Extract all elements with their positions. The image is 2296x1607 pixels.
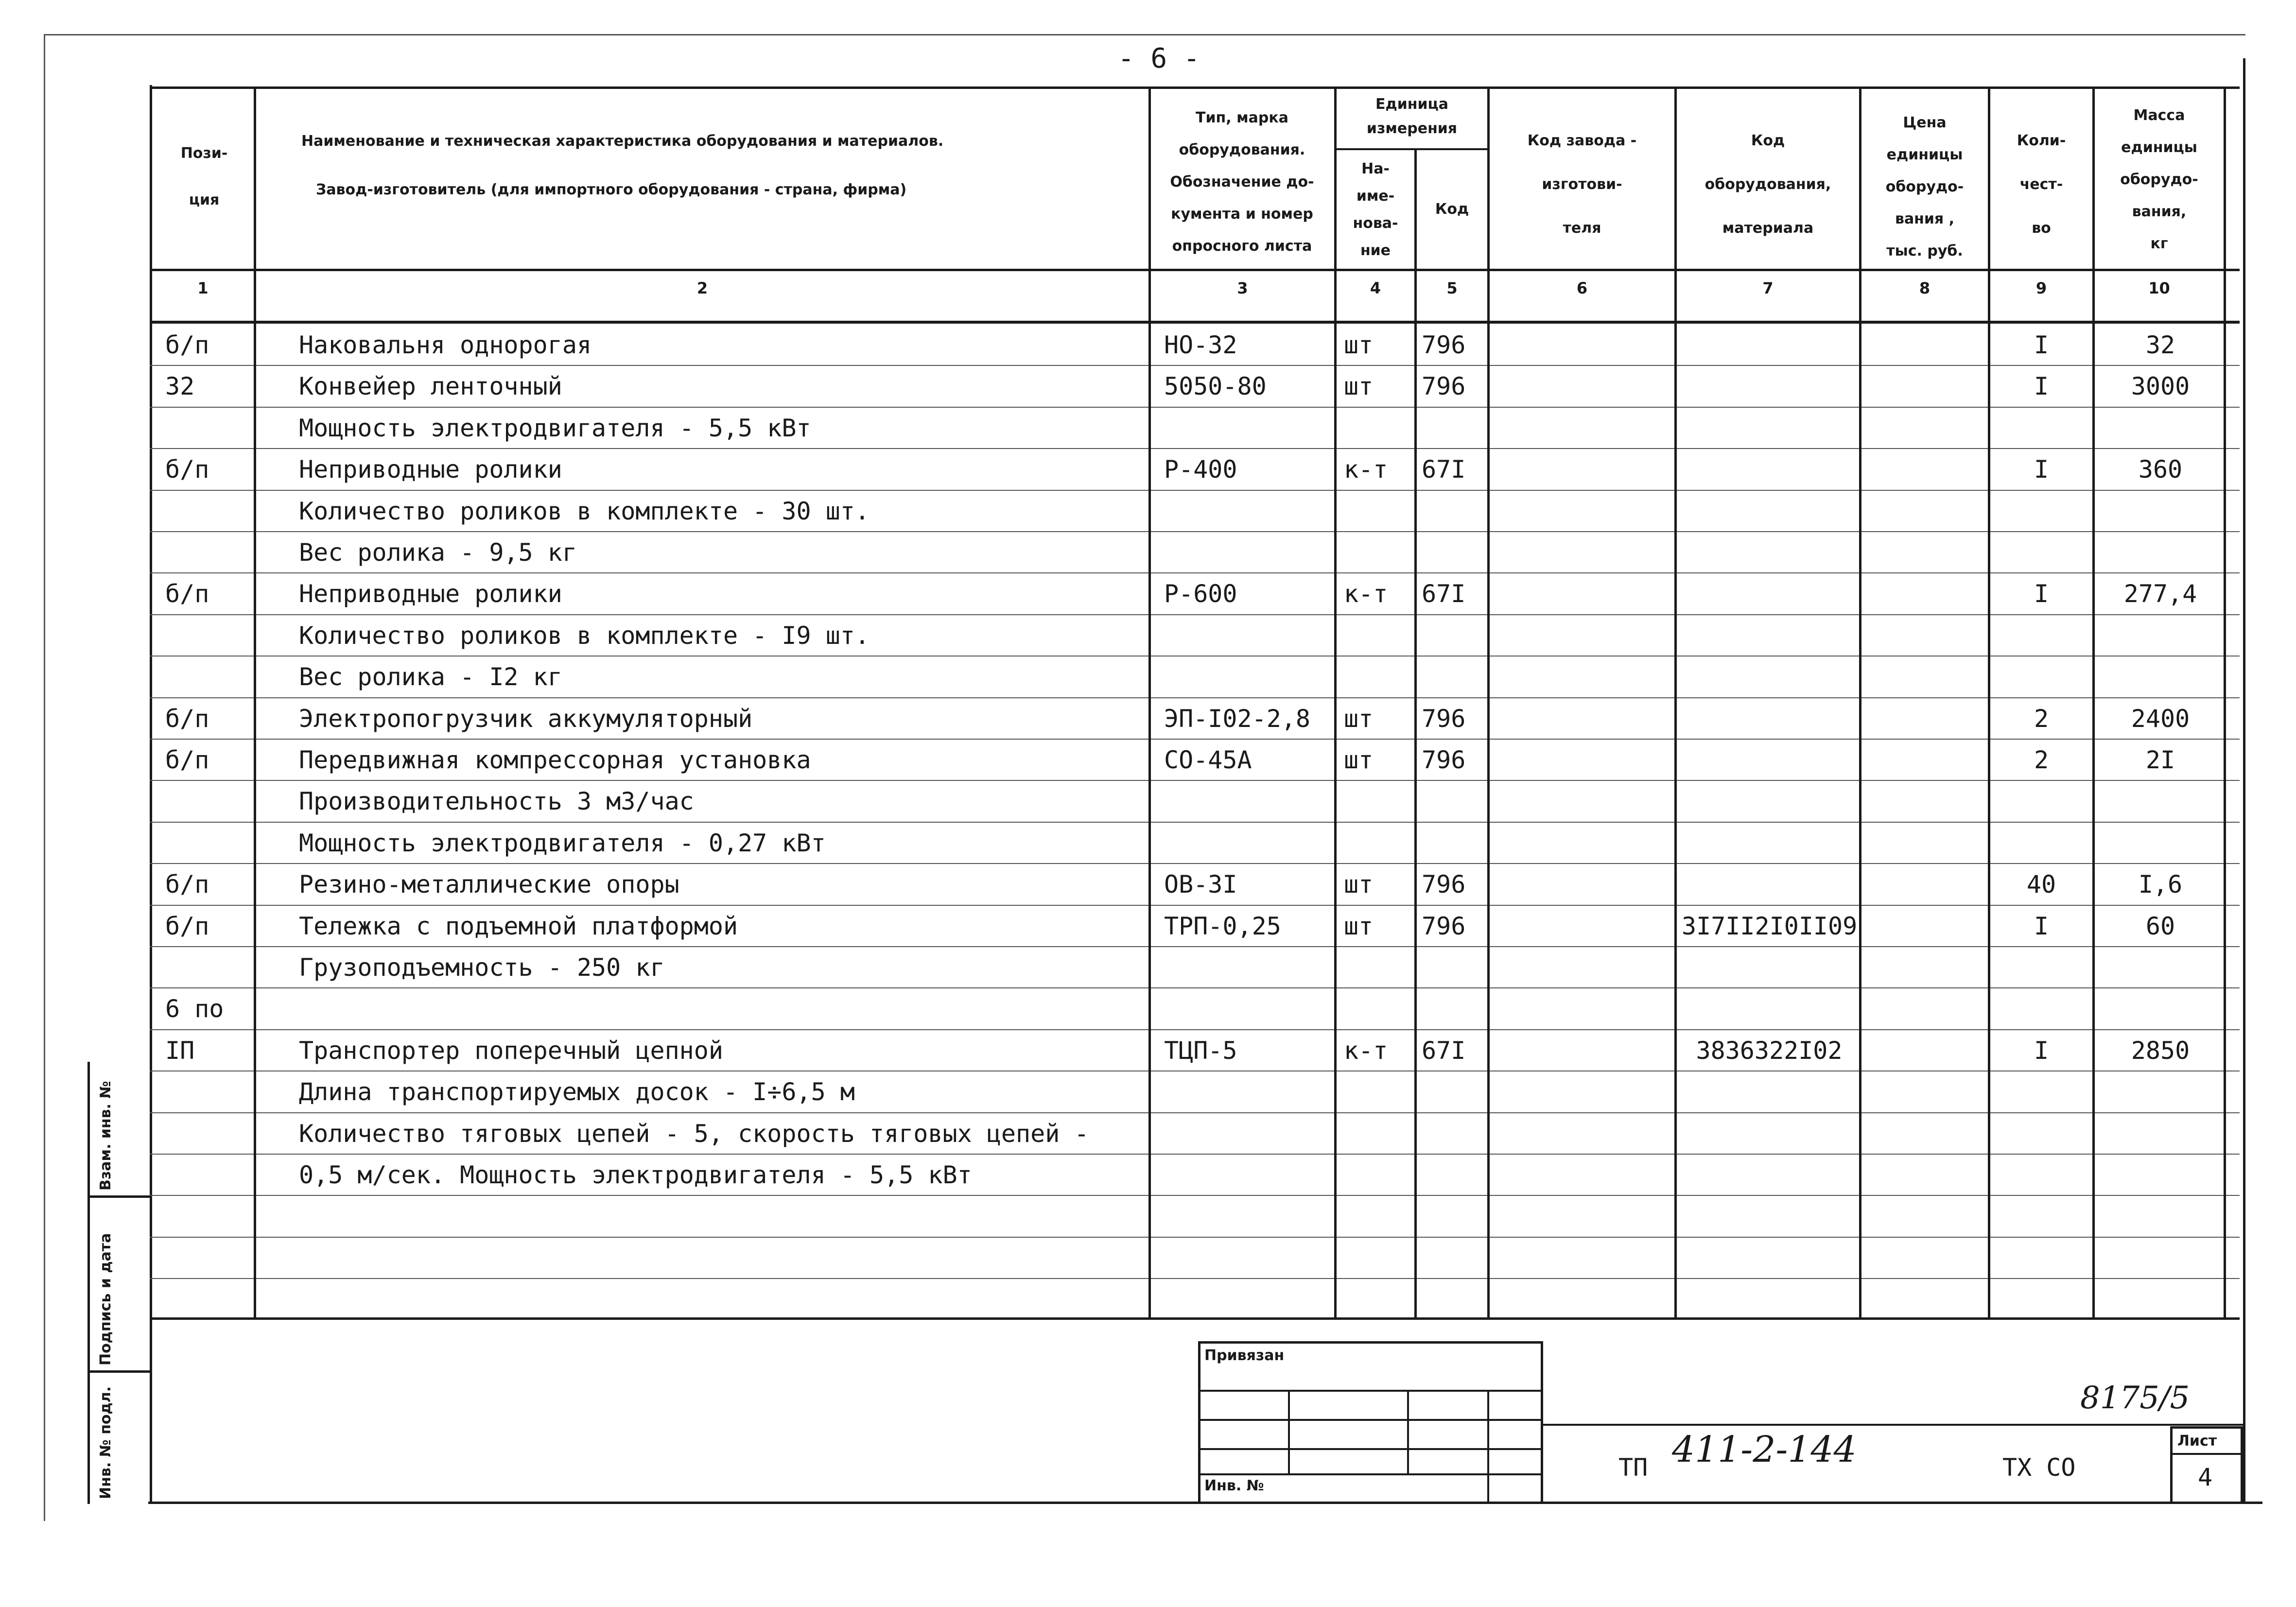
cell-pos: б/п (165, 870, 209, 899)
cell-unit: шт (1344, 331, 1374, 359)
cell-name: Вес ролика - I2 кг (299, 663, 562, 691)
cell-name: Передвижная компрессорная установка (299, 746, 811, 774)
header-position: Пози- ция (180, 145, 228, 208)
row-divider (150, 490, 2240, 491)
cell-type: ТЦП-5 (1164, 1036, 1237, 1065)
title-row-line (1543, 1424, 2243, 1426)
table-top-line (150, 86, 2240, 89)
cell-pos: б/п (165, 331, 209, 359)
row-divider (150, 697, 2240, 698)
colnum-7: 7 (1762, 279, 1774, 297)
cell-code: 796 (1422, 704, 1466, 733)
header-bottom-line (150, 269, 2240, 271)
cell-name: Электропогрузчик аккумуляторный (299, 704, 753, 733)
header-mfr-code: Код завода - изготови- теля (1527, 132, 1637, 237)
cell-mass: 60 (2145, 912, 2175, 940)
col-divider-10 (2224, 86, 2226, 1320)
header-equip-code: Код оборудования, материала (1705, 132, 1831, 237)
cell-type: ТРП-0,25 (1164, 912, 1281, 940)
cell-pos: 6 по (165, 995, 224, 1023)
cell-qty: I (2034, 372, 2049, 401)
frame-top-line (44, 34, 2245, 35)
cell-type: Р-600 (1164, 580, 1237, 608)
row-divider (150, 1112, 2240, 1113)
stamp-line-4 (1198, 1473, 1543, 1475)
row-divider (150, 448, 2240, 449)
cell-pos: б/п (165, 580, 209, 608)
cell-qty: 2 (2034, 704, 2049, 733)
cell-qty: I (2034, 912, 2049, 940)
colnum-4: 4 (1370, 279, 1381, 297)
cell-unit: шт (1344, 372, 1374, 401)
cell-name: Мощность электродвигателя - 0,27 кВт (299, 829, 826, 857)
cell-code: 67I (1422, 1036, 1466, 1065)
row-divider (150, 863, 2240, 864)
cell-name: Грузоподъемность - 250 кг (299, 953, 665, 982)
colnum-2: 2 (696, 279, 708, 297)
sheet-number: 4 (2198, 1463, 2213, 1491)
colnum-5: 5 (1446, 279, 1458, 297)
row-divider (150, 1029, 2240, 1030)
colnum-bottom-line (150, 321, 2240, 324)
cell-unit: к-т (1344, 580, 1388, 608)
unit-group-divider (1334, 148, 1487, 150)
col-divider-8 (1988, 86, 1990, 1320)
row-divider (150, 572, 2240, 573)
header-unit-code: Код (1435, 201, 1469, 218)
cell-unit: шт (1344, 912, 1374, 940)
sheet-number-divider (2170, 1453, 2243, 1455)
cell-name: Производительность 3 м3/час (299, 787, 694, 816)
stamp-line-2 (1198, 1419, 1543, 1421)
cell-qty: 40 (2026, 870, 2056, 899)
cell-name: Неприводные ролики (299, 455, 562, 484)
stamp-vline-2 (1407, 1390, 1409, 1475)
colnum-9: 9 (2035, 279, 2047, 297)
frame-left-line (150, 85, 152, 1504)
row-divider (150, 407, 2240, 408)
row-divider (150, 946, 2240, 947)
cell-code: 67I (1422, 455, 1466, 484)
cell-name: Резино-металлические опоры (299, 870, 679, 899)
side-label-signature-date: Подпись и дата (97, 1233, 114, 1365)
stamp-inv-label: Инв. № (1204, 1477, 1264, 1494)
frame-outer-left-line (44, 34, 45, 1521)
sheet-label: Лист (2177, 1433, 2217, 1450)
side-strip-right-line (87, 1062, 90, 1504)
cell-pos: IП (165, 1036, 195, 1065)
row-divider (150, 1237, 2240, 1238)
cell-mass: 2850 (2131, 1036, 2190, 1065)
cell-unit: шт (1344, 746, 1374, 774)
cell-mass: 32 (2145, 331, 2175, 359)
col-divider-2 (1148, 86, 1151, 1320)
cell-mass: 360 (2138, 455, 2183, 484)
frame-right-line (2243, 58, 2245, 1504)
cell-mass: 3000 (2131, 372, 2190, 401)
cell-name: Тележка с подъемной платформой (299, 912, 738, 940)
header-name-line1: Наименование и техническая характеристика оборудования и материалов. (301, 133, 944, 150)
col-divider-4 (1414, 148, 1417, 1320)
doc-suffix: ТХ СО (2002, 1453, 2076, 1482)
header-type: Тип, марка оборудования. Обозначение до- кумента и номер опросного листа (1170, 109, 1314, 255)
cell-code: 796 (1422, 870, 1466, 899)
page-number: - 6 - (1118, 43, 1200, 74)
stamp-vline-3 (1487, 1390, 1489, 1504)
cell-name: Транспортер поперечный цепной (299, 1036, 723, 1065)
row-divider (150, 1195, 2240, 1196)
header-mass: Масса единицы оборудо- вания, кг (2120, 107, 2198, 252)
cell-code: 796 (1422, 331, 1466, 359)
cell-code: 796 (1422, 746, 1466, 774)
cell-type: СО-45А (1164, 746, 1252, 774)
row-divider (150, 1154, 2240, 1155)
col-divider-5 (1487, 86, 1490, 1320)
cell-pos: б/п (165, 455, 209, 484)
colnum-3: 3 (1237, 279, 1248, 297)
cell-name: Количество роликов в комплекте - 30 шт. (299, 497, 870, 525)
colnum-1: 1 (197, 279, 209, 297)
cell-unit: шт (1344, 870, 1374, 899)
header-unit-name: На- име- нова- ние (1353, 160, 1398, 259)
cell-name: Количество тяговых цепей - 5, скорость тяговых цепей - (299, 1119, 1089, 1148)
cell-code: 796 (1422, 912, 1466, 940)
row-divider (150, 614, 2240, 615)
stamp-attached-label: Привязан (1204, 1347, 1285, 1364)
header-name-line2: Завод-изготовитель (для импортного оборудования - страна, фирма) (316, 181, 907, 198)
colnum-10: 10 (2148, 279, 2170, 297)
cell-name: Длина транспортируемых досок - I÷6,5 м (299, 1078, 855, 1106)
cell-qty: I (2034, 455, 2049, 484)
cell-pos: 32 (165, 372, 195, 401)
cell-name: Количество роликов в комплекте - I9 шт. (299, 621, 870, 650)
cell-unit: к-т (1344, 455, 1388, 484)
cell-pos: б/п (165, 704, 209, 733)
table-bottom-line (150, 1317, 2240, 1320)
col-divider-9 (2092, 86, 2095, 1320)
cell-mass: I,6 (2138, 870, 2183, 899)
row-divider (150, 822, 2240, 823)
stamp-line-1 (1198, 1390, 1543, 1392)
cell-type: Р-400 (1164, 455, 1237, 484)
cell-mass: 2400 (2131, 704, 2190, 733)
row-divider (150, 739, 2240, 740)
cell-code: 67I (1422, 580, 1466, 608)
archive-number: 8175/5 (2080, 1380, 2190, 1416)
col-divider-6 (1674, 86, 1677, 1320)
cell-name: Неприводные ролики (299, 580, 562, 608)
cell-type: ОВ-3I (1164, 870, 1237, 899)
cell-equip: 3836322I02 (1696, 1036, 1843, 1065)
row-divider (150, 365, 2240, 366)
cell-equip: 3I7II2I0II09 (1682, 912, 1858, 940)
col-divider-3 (1334, 86, 1337, 1320)
doc-number: 411-2-144 (1672, 1429, 1857, 1470)
side-label-inv-podl: Инв. № подл. (97, 1386, 114, 1499)
cell-type: 5050-80 (1164, 372, 1267, 401)
header-price: Цена единицы оборудо- вания , тыс. руб. (1885, 114, 1964, 259)
header-unit-group: Единица измерения (1366, 96, 1458, 137)
colnum-8: 8 (1919, 279, 1931, 297)
doc-prefix: ТП (1618, 1453, 1648, 1482)
cell-mass: 277,4 (2123, 580, 2197, 608)
cell-qty: I (2034, 1036, 2049, 1065)
cell-name: Мощность электродвигателя - 5,5 кВт (299, 414, 811, 442)
cell-unit: к-т (1344, 1036, 1388, 1065)
row-divider (150, 780, 2240, 781)
cell-name: Наковальня однорогая (299, 331, 592, 359)
stamp-vline-1 (1288, 1390, 1290, 1475)
cell-pos: б/п (165, 912, 209, 940)
cell-mass: 2I (2145, 746, 2175, 774)
stamp-line-3 (1198, 1448, 1543, 1450)
row-divider (150, 656, 2240, 657)
cell-name: Вес ролика - 9,5 кг (299, 538, 577, 567)
row-divider (150, 1278, 2240, 1279)
cell-code: 796 (1422, 372, 1466, 401)
cell-name: 0,5 м/сек. Мощность электродвигателя - 5,5 кВт (299, 1161, 972, 1189)
col-divider-1 (254, 86, 256, 1320)
cell-pos: б/п (165, 746, 209, 774)
cell-name: Конвейер ленточный (299, 372, 562, 401)
cell-qty: I (2034, 331, 2049, 359)
side-strip-divider-2 (87, 1370, 151, 1373)
header-quantity: Коли- чест- во (2017, 132, 2066, 237)
row-divider (150, 987, 2240, 988)
side-label-vzam-inv: Взам. инв. № (97, 1081, 114, 1191)
row-divider (150, 905, 2240, 906)
side-strip-divider-1 (87, 1195, 151, 1198)
cell-unit: шт (1344, 704, 1374, 733)
col-divider-7 (1859, 86, 1861, 1320)
cell-qty: I (2034, 580, 2049, 608)
row-divider (150, 531, 2240, 532)
cell-type: ЭП-I02-2,8 (1164, 704, 1311, 733)
cell-type: НО-32 (1164, 331, 1237, 359)
cell-qty: 2 (2034, 746, 2049, 774)
colnum-6: 6 (1576, 279, 1588, 297)
